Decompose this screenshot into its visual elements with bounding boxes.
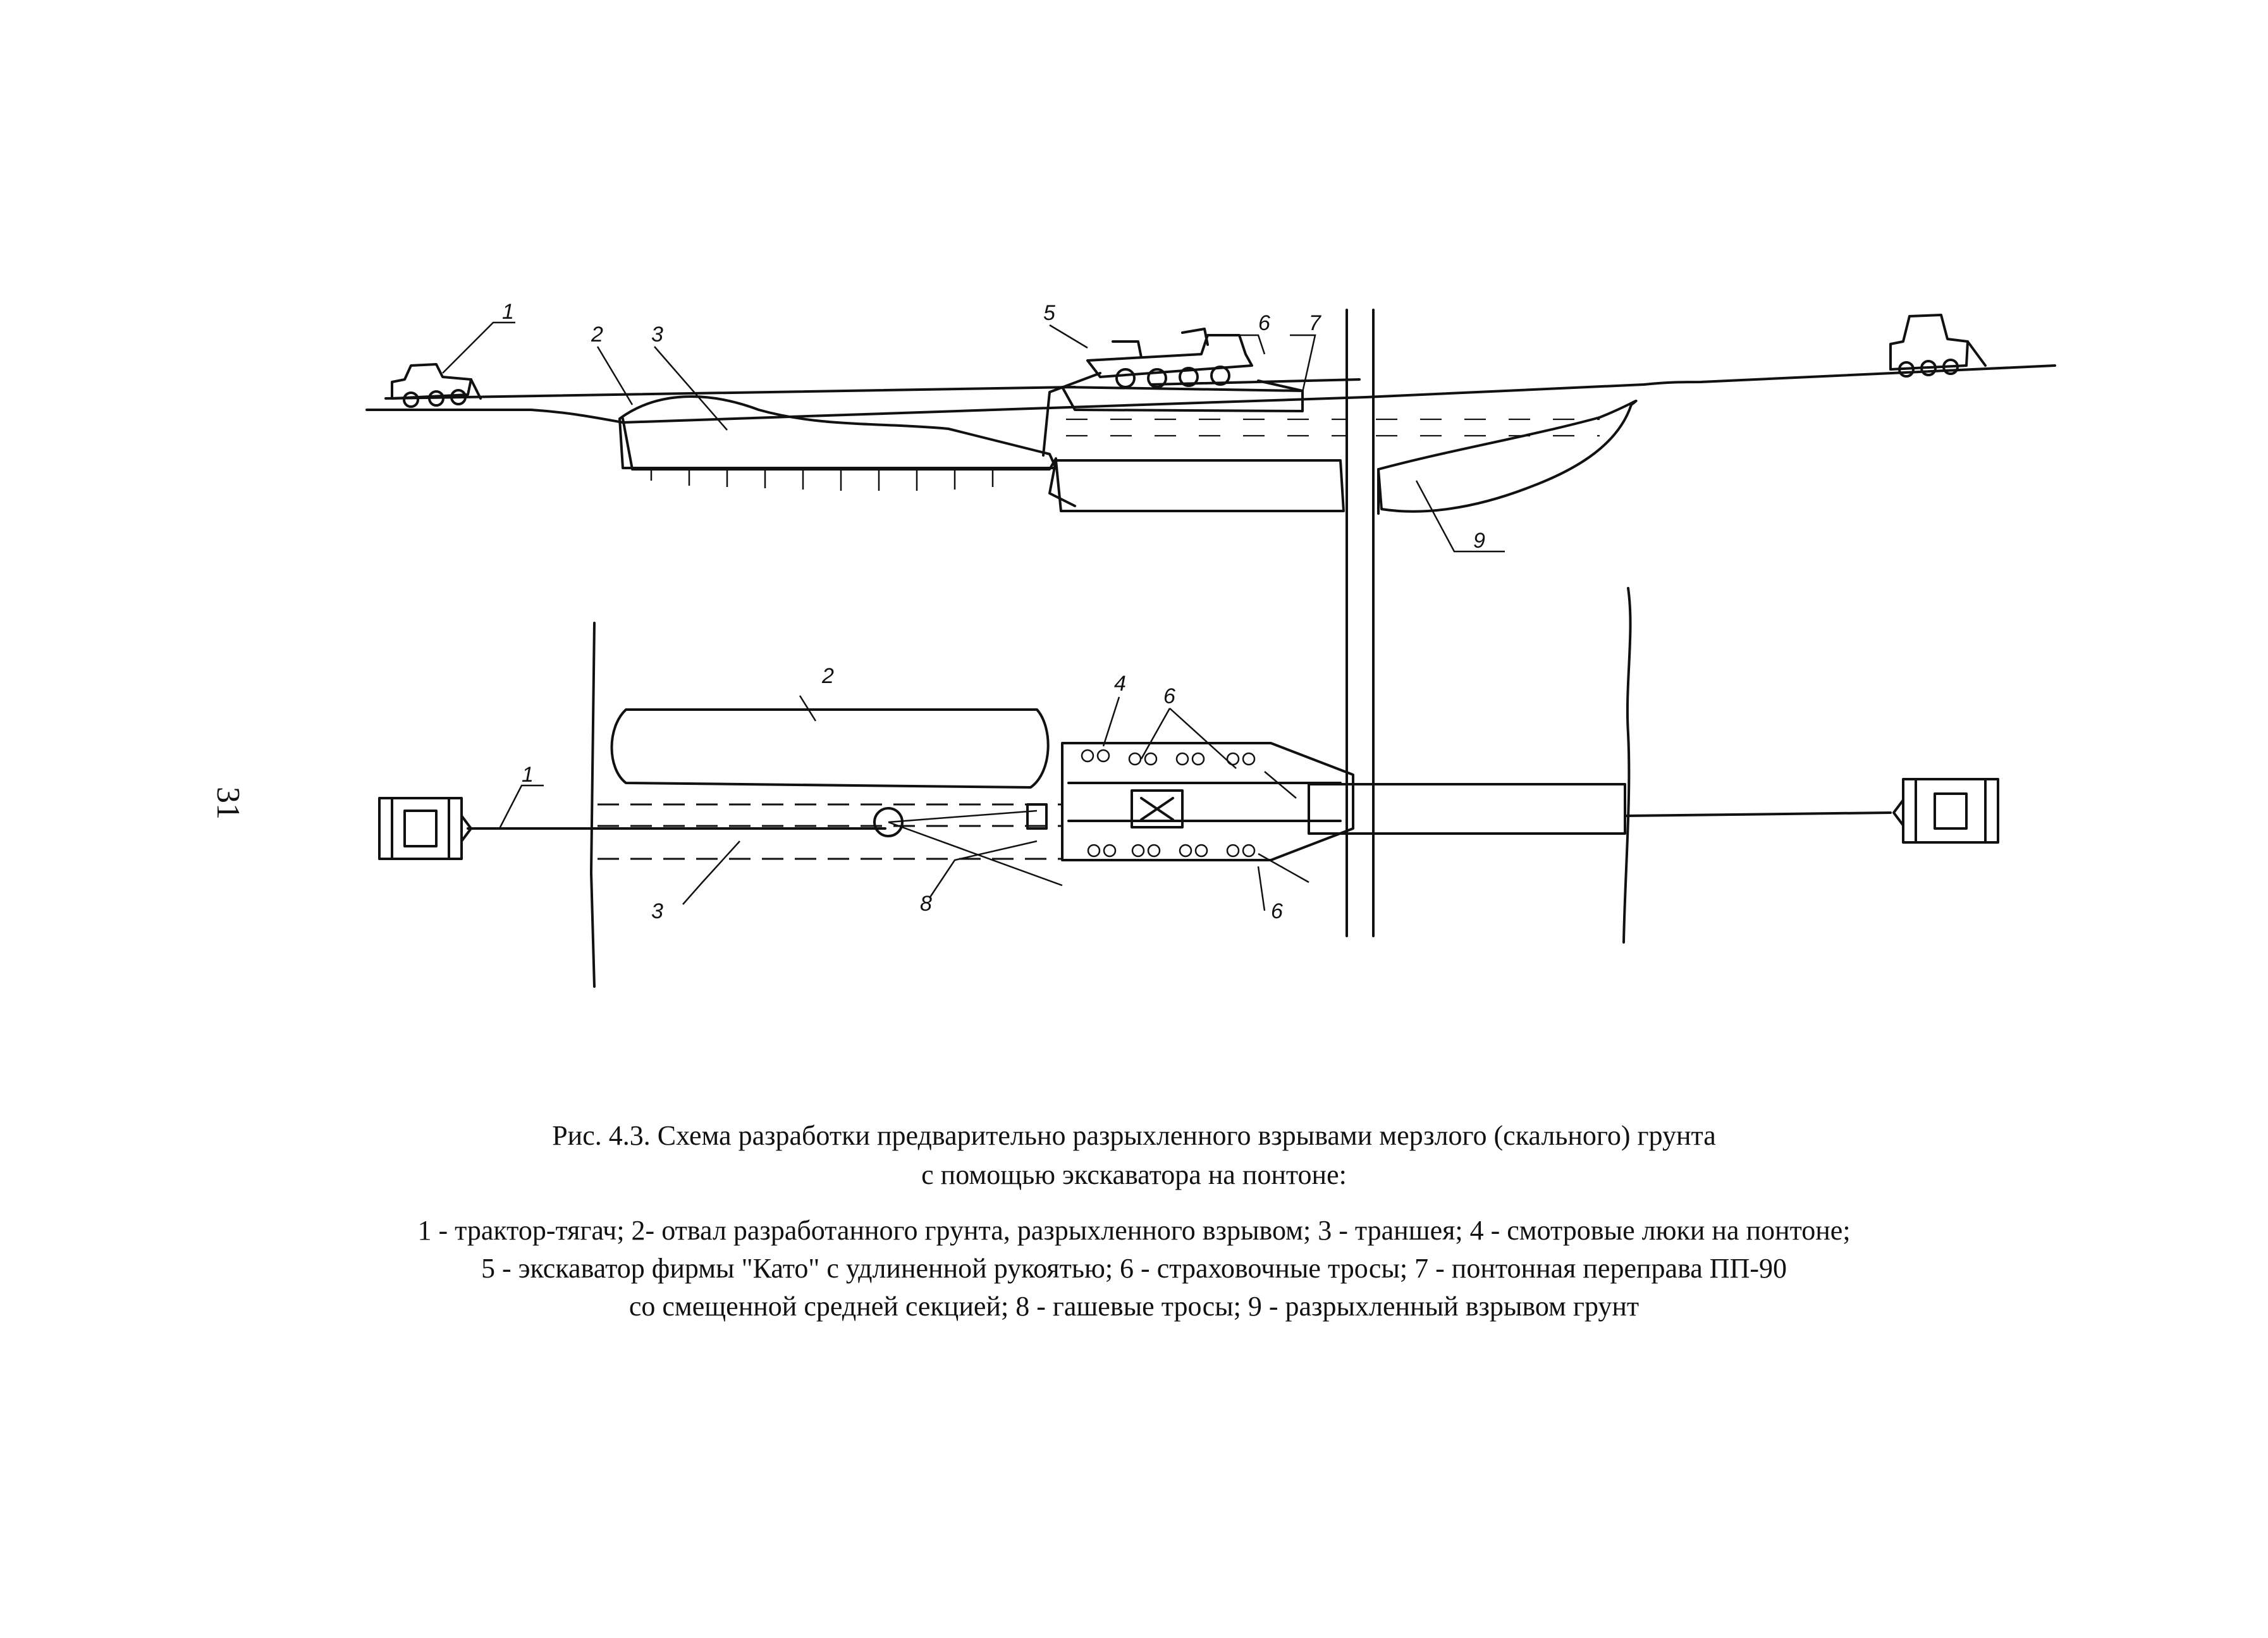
- section-label-7: 7: [1309, 311, 1321, 335]
- plan-label-4: 4: [1114, 672, 1126, 696]
- section-label-5: 5: [1043, 301, 1055, 325]
- plan-bank-left: [591, 623, 594, 987]
- plan-tractor-right: [1894, 779, 1998, 842]
- section-tractor-right: [1891, 315, 1985, 376]
- section-label-6: 6: [1258, 311, 1270, 335]
- figure-caption-title-line-1: Рис. 4.3. Схема разработки предварительно разрыхленного взрывами мерзлого (скального) грунта: [552, 1120, 1716, 1151]
- plan-pontoon: [1027, 743, 1353, 860]
- plan-view: [379, 588, 1998, 987]
- section-tractor-left: [392, 364, 481, 407]
- section-label-1: 1: [502, 300, 514, 324]
- plan-bank-right: [1624, 588, 1631, 942]
- figure-legend-line-1: 1 - трактор-тягач; 2- отвал разработанного грунта, разрыхленного взрывом; 3 - траншея; 4 - смотровые люки на понтоне;: [417, 1215, 1851, 1246]
- section-label-3: 3: [651, 323, 663, 347]
- plan-label-2: 2: [822, 664, 834, 688]
- figure-caption-title-line-2: с помощью экскаватора на понтоне:: [921, 1159, 1347, 1190]
- section-water-and-blasted-soil: [1050, 401, 1636, 514]
- plan-label-8: 8: [920, 892, 932, 916]
- plan-spoil-pile: [612, 710, 1048, 787]
- plan-brake-ropes: [888, 811, 1062, 885]
- vertical-guide-lines: [1347, 310, 1373, 936]
- plan-label-1: 1: [522, 763, 534, 787]
- section-view: [367, 300, 2055, 553]
- page-number: 31: [210, 787, 246, 820]
- plan-label-6-top: 6: [1163, 684, 1175, 708]
- plan-tractor-left: [379, 798, 471, 859]
- section-label-2: 2: [591, 323, 603, 347]
- inspection-hatches: [1082, 750, 1254, 856]
- section-label-9: 9: [1473, 529, 1485, 553]
- plan-label-3: 3: [651, 899, 663, 923]
- figure-legend-line-3: со смещенной средней секцией; 8 - гашевые тросы; 9 - разрыхленный взрывом грунт: [628, 1291, 1640, 1322]
- figure-legend-line-2: 5 - экскаватор фирмы "Като" с удлиненной рукоятью; 6 - страховочные тросы; 7 - понтонная переправа ПП-90: [481, 1253, 1787, 1284]
- plan-blasted-soil-strip: [1309, 784, 1625, 834]
- plan-label-6-bottom: 6: [1271, 899, 1283, 923]
